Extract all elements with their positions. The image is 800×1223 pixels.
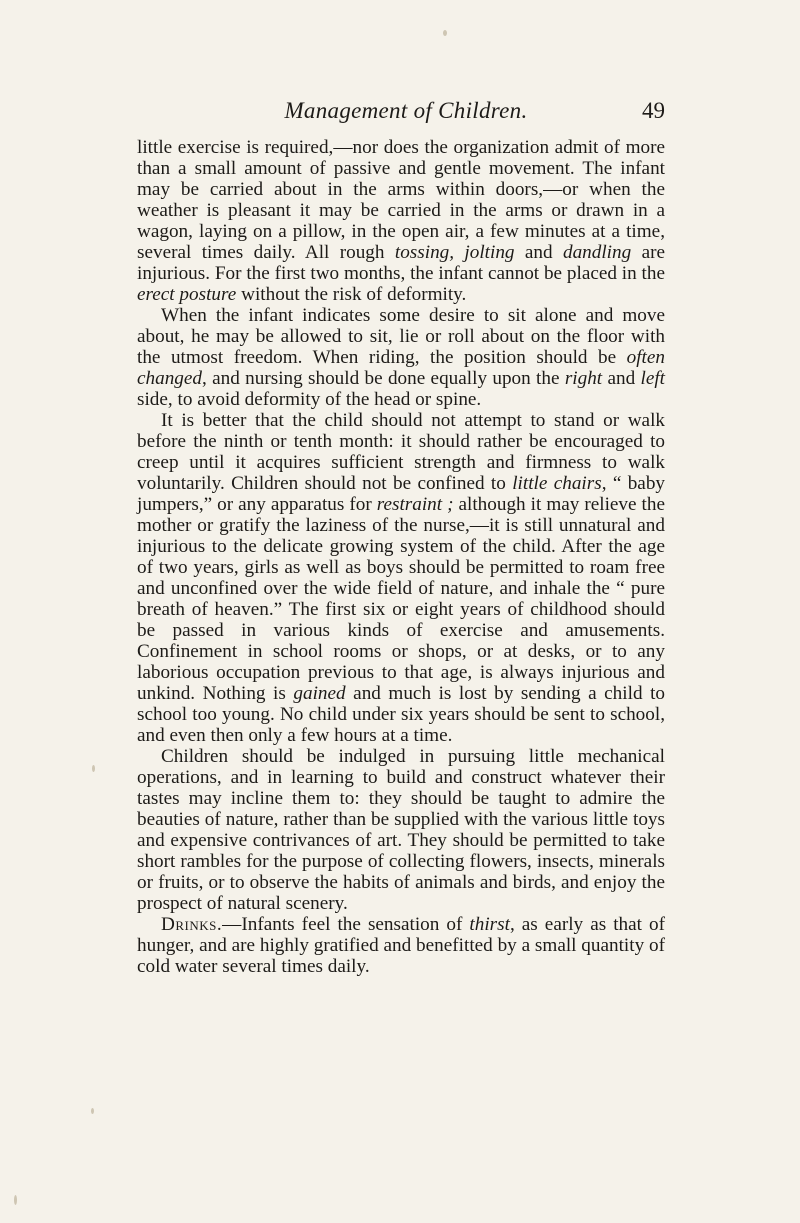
emphasis-little-chairs: little chairs <box>512 473 602 494</box>
emphasis-gained: gained <box>293 683 346 704</box>
emphasis-erect-posture: erect posture <box>137 284 237 305</box>
text-run: , and nursing should be done equally upon the <box>202 368 565 389</box>
paragraph-2 <box>137 305 665 410</box>
text-run: and <box>514 242 563 263</box>
text-run: , as early as that of hunger, and are highly gratified and benefitted by a small quantity of cold water several times daily. <box>137 914 665 977</box>
emphasis-restraint: restraint ; <box>376 494 454 515</box>
emphasis-often-changed: often changed <box>137 347 665 389</box>
text-run: When the infant indicates some desire to sit alone and move about, he may be allowed to sit, lie or roll about on the floor with the utmost freedom. When riding, the position should be <box>137 305 665 368</box>
page-number: 49 <box>642 98 665 123</box>
body-text <box>137 137 665 977</box>
text-run: and <box>602 368 641 389</box>
emphasis-left: left <box>640 368 665 389</box>
paragraph-4 <box>137 746 665 914</box>
running-head: Management of Children. <box>284 98 528 123</box>
text-run: although it may relieve the mother or gratify the laziness of the nurse,—it is still unnatural and injurious to the delicate growing system of the child. After the age of two years, girls as well as boys should be permitted to roam free and unconfined over the wide field of nature, and inhale the “ pure breath of heaven.” The first six or eight years of childhood should be passed in various kinds of exercise and amusements. Confinement in school rooms or shops, or at desks, or to any laborious occupation previous to that age, is always injurious and unkind. Nothing is <box>137 494 665 704</box>
text-run: Children should be indulged in pursuing little mechanical operations, and in learning to build and construct whatever their tastes may incline them to: they should be taught to admire the beauties of nature, rather than be supplied with the various little toys and expensive contrivances of art. They should be permitted to take short rambles for the purpose of collecting flowers, insects, minerals or fruits, or to observe the habits of animals and birds, and enjoy the prospect of natural scenery. <box>137 746 665 914</box>
text-run: It is better that the child should not attempt to stand or walk before the ninth or tenth month: it should rather be encouraged to creep until it acquires sufficient strength and firmness to walk voluntarily. Children should not be confined to <box>137 410 665 494</box>
paper-speck <box>14 1195 17 1205</box>
paragraph-3 <box>137 410 665 746</box>
paper-speck <box>92 765 95 772</box>
paper-speck <box>443 30 447 36</box>
paragraph-1 <box>137 137 665 305</box>
text-run: without the risk of deformity. <box>236 284 467 305</box>
emphasis-thirst: thirst <box>469 914 510 935</box>
text-run: and much is lost by sending a child to school too young. No child under six years should be sent to school, and even then only a few hours at a time. <box>137 683 665 746</box>
emphasis-right: right <box>564 368 603 389</box>
text-run: , “ baby jumpers,” or any apparatus for <box>137 473 666 515</box>
text-run: little exercise is required,—nor does the organization admit of more than a small amount of passive and gentle movement. The infant may be carried about in the arms within doors,—or when the weather is pleasant it may be carried in the arms or drawn in a wagon, laying on a pillow, in the open air, a few minutes at a time, several times daily. All rough <box>137 137 665 263</box>
text-run: —Infants feel the sensation of <box>222 914 470 935</box>
paper-speck <box>91 1108 94 1114</box>
paragraph-5 <box>137 914 665 977</box>
emphasis-tossing-jolting: tossing, jolting <box>394 242 515 263</box>
text-run: side, to avoid deformity of the head or spine. <box>137 389 482 410</box>
section-heading-drinks: Drinks. <box>161 914 223 935</box>
text-run: are injurious. For the first two months, the infant cannot be placed in the <box>137 242 665 284</box>
emphasis-dandling: dandling <box>562 242 632 263</box>
